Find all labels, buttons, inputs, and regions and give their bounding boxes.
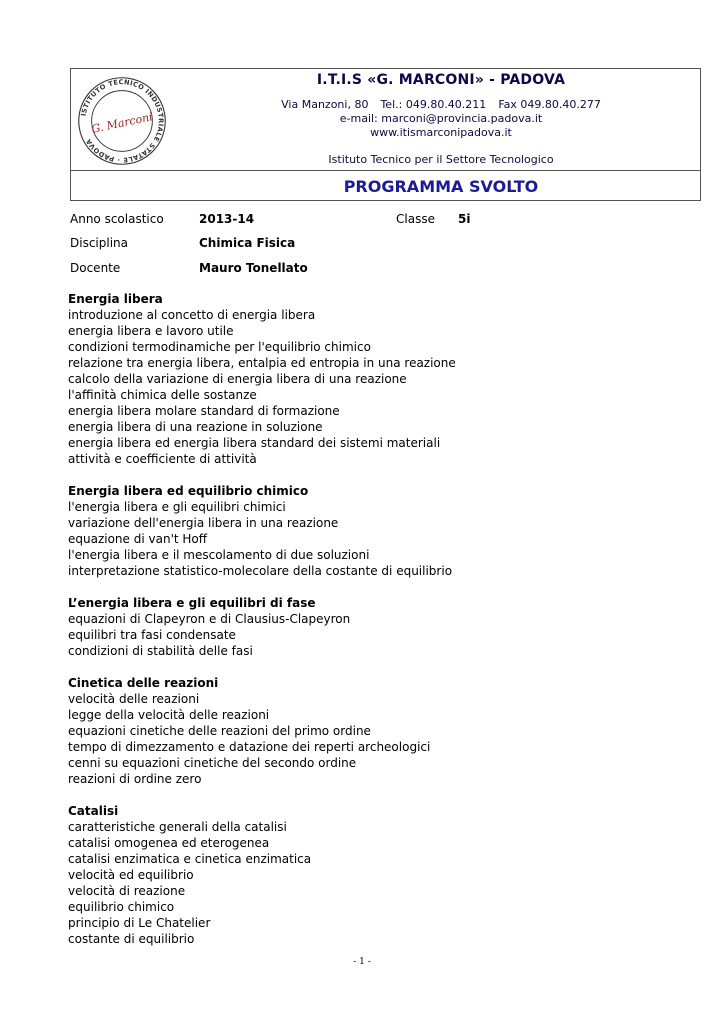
school-logo xyxy=(76,75,168,167)
section-title: L’energia libera e gli equilibri di fase xyxy=(68,596,316,610)
list-item: velocità ed equilibrio xyxy=(68,868,194,882)
list-item: l'energia libera e il mescolamento di due soluzioni xyxy=(68,548,370,562)
list-item: equilibri tra fasi condensate xyxy=(68,628,236,642)
section-title: Cinetica delle reazioni xyxy=(68,676,219,690)
list-item: energia libera e lavoro utile xyxy=(68,324,234,338)
list-item: relazione tra energia libera, entalpia ed entropia in una reazione xyxy=(68,356,456,370)
list-item: energia libera di una reazione in soluzione xyxy=(68,420,323,434)
institute-type: Istituto Tecnico per il Settore Tecnologico xyxy=(328,153,554,166)
list-item: energia libera ed energia libera standard dei sistemi materiali xyxy=(68,436,441,450)
website: www.itismarconipadova.it xyxy=(370,126,512,139)
list-item: reazioni di ordine zero xyxy=(68,772,202,786)
section-title: Catalisi xyxy=(68,804,119,818)
list-item: velocità delle reazioni xyxy=(68,692,200,706)
list-item: calcolo della variazione di energia libera di una reazione xyxy=(68,372,407,386)
list-item: energia libera molare standard di formazione xyxy=(68,404,340,418)
list-item: catalisi omogenea ed eterogenea xyxy=(68,836,270,850)
school-name: I.T.I.S «G. MARCONI» - PADOVA xyxy=(316,72,566,88)
list-item: interpretazione statistico-molecolare della costante di equilibrio xyxy=(68,564,453,578)
year-value: 2013-14 xyxy=(199,212,255,226)
list-item: equazioni cinetiche delle reazioni del primo ordine xyxy=(68,724,371,738)
program-content xyxy=(68,291,688,963)
page-number: - 1 - xyxy=(353,957,371,967)
year-label: Anno scolastico xyxy=(70,212,164,226)
list-item: principio di Le Chatelier xyxy=(68,916,211,930)
teacher-value: Mauro Tonellato xyxy=(199,261,308,275)
list-item: tempo di dimezzamento e datazione dei reperti archeologici xyxy=(68,740,431,754)
list-item: variazione dell'energia libera in una reazione xyxy=(68,516,339,530)
email: e-mail: marconi@provincia.padova.it xyxy=(339,112,543,125)
list-item: introduzione al concetto di energia libera xyxy=(68,308,316,322)
list-item: catalisi enzimatica e cinetica enzimatica xyxy=(68,852,312,866)
class-label: Classe xyxy=(396,212,435,226)
subject-value: Chimica Fisica xyxy=(199,236,296,250)
logo-ring-text: ISTITUTO TECNICO INDUSTRIALE STATALE · PADOVA xyxy=(79,78,165,164)
class-value: 5i xyxy=(458,212,471,226)
list-item: cenni su equazioni cinetiche del secondo ordine xyxy=(68,756,357,770)
list-item: l'affinità chimica delle sostanze xyxy=(68,388,257,402)
contact-line-1 xyxy=(261,98,621,111)
document-title: PROGRAMMA SVOLTO xyxy=(343,177,539,196)
teacher-label: Docente xyxy=(70,261,121,275)
address: Via Manzoni, 80 xyxy=(281,98,369,111)
list-item: costante di equilibrio xyxy=(68,932,195,946)
list-item: attività e coefficiente di attività xyxy=(68,452,257,466)
list-item: caratteristiche generali della catalisi xyxy=(68,820,287,834)
logo-signature: G. Marconi xyxy=(90,110,154,136)
list-item: legge della velocità delle reazioni xyxy=(68,708,270,722)
header-divider xyxy=(71,170,700,171)
list-item: condizioni termodinamiche per l'equilibrio chimico xyxy=(68,340,371,354)
section-energia-libera xyxy=(68,291,688,467)
section-title: Energia libera ed equilibrio chimico xyxy=(68,484,309,498)
list-item: equazione di van't Hoff xyxy=(68,532,208,546)
section-cinetica xyxy=(68,675,688,787)
list-item: velocità di reazione xyxy=(68,884,186,898)
fax: Fax 049.80.40.277 xyxy=(498,98,601,111)
list-item: condizioni di stabilità delle fasi xyxy=(68,644,253,658)
subject-label: Disciplina xyxy=(70,236,129,250)
list-item: equilibrio chimico xyxy=(68,900,175,914)
list-item: equazioni di Clapeyron e di Clausius-Clapeyron xyxy=(68,612,351,626)
section-energia-libera-equilibrio xyxy=(68,483,688,579)
document-header xyxy=(70,68,701,201)
section-catalisi xyxy=(68,803,688,947)
list-item: l'energia libera e gli equilibri chimici xyxy=(68,500,286,514)
section-equilibri-di-fase xyxy=(68,595,688,659)
section-title: Energia libera xyxy=(68,292,163,306)
telephone: Tel.: 049.80.40.211 xyxy=(380,98,487,111)
